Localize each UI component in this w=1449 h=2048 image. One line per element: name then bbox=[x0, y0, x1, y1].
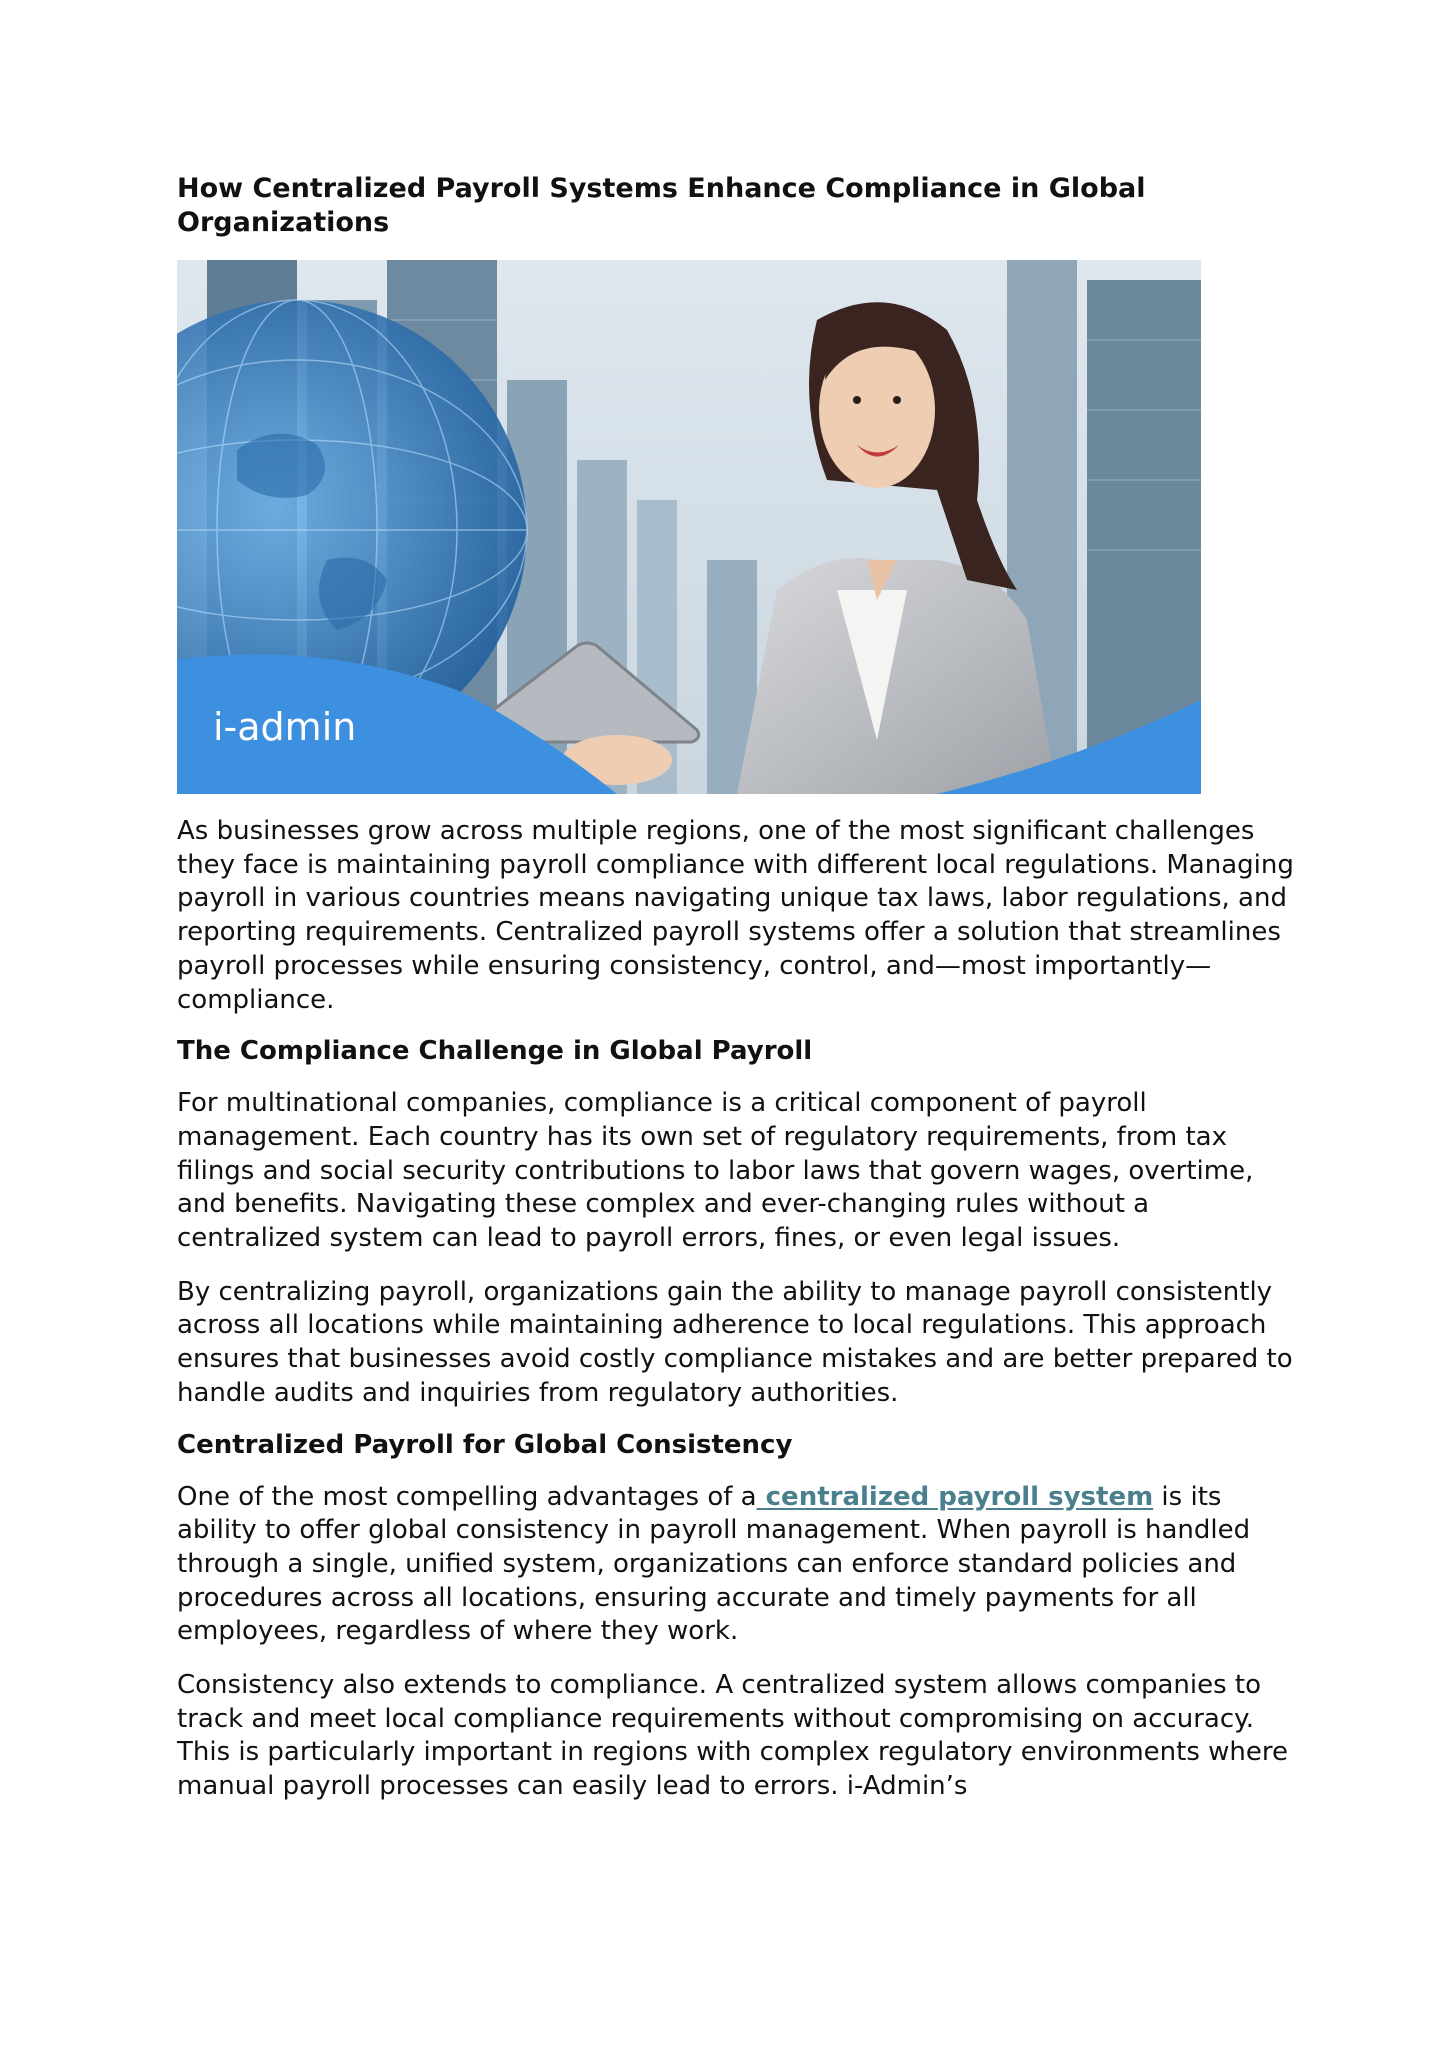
compliance-paragraph-1: For multinational companies, compliance is a critical component of payroll management. Each country has its own set of regulatory requirements, from tax filings and social security contributions to labor laws that govern wages, overtime, and benefits. Navigating these complex and ever-changing rules without a centralized system can lead to payroll errors, fines, or even legal issues. bbox=[177, 1088, 1254, 1254]
consistency-paragraph-2: Consistency also extends to compliance. A centralized system allows companies to track and meet local compliance requirements without compromising on accuracy. This is particularly important in regions with complex regulatory environments where manual payroll processes can easily lead to errors. i-Admin’s bbox=[177, 1670, 1289, 1802]
article bbox=[177, 172, 1297, 1804]
hero-image bbox=[177, 260, 1201, 794]
brand-logo-text: i-admin bbox=[213, 705, 357, 749]
consistency-paragraph-1 bbox=[177, 1481, 1297, 1650]
intro-paragraph: As businesses grow across multiple regions, one of the most significant challenges they face is maintaining payroll compliance with different local regulations. Managing payroll in various countries means navigating unique tax laws, labor regulations, and reporting requirements. Centralized payroll systems offer a solution that streamlines payroll processes while ensuring consistency, control, and—most importantly—compliance. bbox=[177, 816, 1294, 1015]
section-heading-global-consistency: Centralized Payroll for Global Consistency bbox=[177, 1429, 793, 1460]
centralized-payroll-system-link[interactable]: centralized payroll system bbox=[756, 1481, 1154, 1512]
section-heading-compliance-challenge: The Compliance Challenge in Global Payroll bbox=[177, 1036, 813, 1067]
paragraph-text: is its ability to offer global consistency in payroll management. When payroll is handled through a single, unified system, organizations can enforce standard policies and procedures across all locations, ensuring accurate and timely payments for all employees, regardless of where they work. bbox=[177, 1481, 1251, 1647]
compliance-paragraph-2: By centralizing payroll, organizations gain the ability to manage payroll consistently across all locations while maintaining adherence to local regulations. This approach ensures that businesses avoid costly compliance mistakes and are better prepared to handle audits and inquiries from regulatory authorities. bbox=[177, 1276, 1293, 1408]
paragraph-text: One of the most compelling advantages of a bbox=[177, 1481, 757, 1512]
article-title: How Centralized Payroll Systems Enhance Compliance in Global Organizations bbox=[177, 173, 1146, 238]
